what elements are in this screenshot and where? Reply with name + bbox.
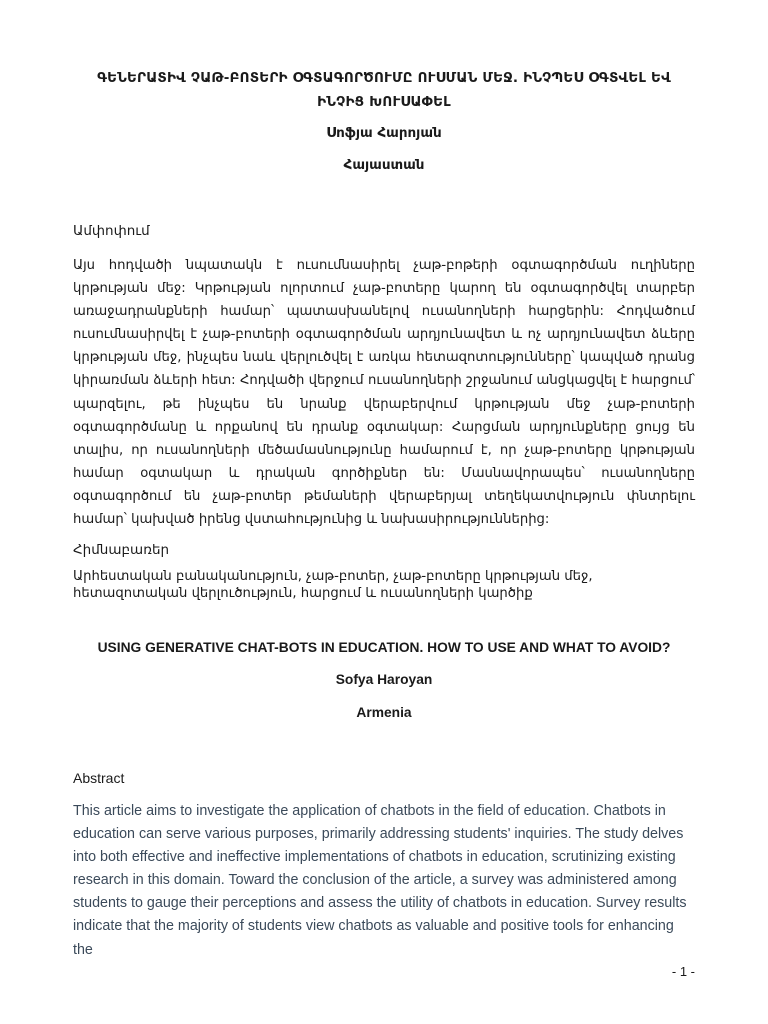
english-abstract-label: Abstract — [73, 770, 125, 786]
english-country: Armenia — [356, 705, 412, 720]
english-abstract-line: indicate that the majority of students view chatbots as valuable and positive tools for enhancing the — [73, 918, 674, 958]
armenian-keywords-text: Արհեստական բանականություն, չաթ-բոտեր, չաթ-բոտերը կրթության մեջ, հետազոտական վերլուծություն, հարցում և ուսանողների կարծիք — [73, 569, 593, 601]
armenian-country: Հայաստան — [343, 157, 425, 173]
english-abstract-line: education can serve various purposes, primarily addressing students' inquiries. The study delves — [73, 826, 684, 843]
page-number: - 1 - — [671, 964, 695, 979]
english-abstract-line: students to gauge their perceptions and assess the utility of chatbots in education. Survey results — [73, 895, 687, 912]
english-abstract-text — [73, 800, 695, 962]
english-abstract-line: research in this domain. Toward the conclusion of the article, a survey was administered among — [73, 872, 677, 889]
armenian-keywords-label: Հիմնաբառեր — [73, 542, 170, 558]
armenian-title: ԳԵՆԵՐԱՏԻՎ ՉԱԹ-ԲՈՏԵՐԻ ՕԳՏԱԳՈՐԾՈՒՄԸ ՈՒՍՄԱՆ ՄԵՋ. ԻՆՉՊԵՍ ՕԳՏՎԵԼ ԵՎ ԻՆՉԻՑ ԽՈՒՍԱՓԵԼ — [97, 70, 671, 110]
english-author: Sofya Haroyan — [335, 672, 433, 687]
english-abstract-line: into both effective and ineffective implementations of chatbots in education, scrutinizing existing — [73, 849, 676, 866]
armenian-author: Սոֆյա Հարոյան — [326, 125, 442, 141]
english-title: USING GENERATIVE CHAT-BOTS IN EDUCATION. HOW TO USE AND WHAT TO AVOID? — [97, 640, 671, 655]
armenian-abstract-text: Այս հոդվածի նպատակն է ուսումնասիրել չաթ-բոթերի օգտագործման ուղիները կրթության մեջ: Կրթության ոլորտում չաթ-բոտերը կարող են օգտագործվել տարբեր առաջադրանքների համար՝ պատասխանելով ուսանողների հարցերին: Հոդվածում ուսումնասիրվել է չաթ-բոտերի օգտագործման արդյունավետ և ոչ արդյունավետ ձևերը կրթության մեջ, ինչպես նաև վերլուծվել է առկա հետազոտությունները՝ կապված դրանց կիրառման ձևերի հետ: Հոդվածի վերջում ուսանողների շրջանում անցկացվել է հարցում՝ պարզելու, թե ինչպես են նրանք վերաբերվում կրթության մեջ չաթ-բոտերի օգտագործմանը և որքանով են դրանք օգտակար: Հարցման արդյունքները ցույց են տալիս, որ ուսանողների մեծամասնությունը համարում է, որ չաթ-բոտերը կրթության համար օգտակար և դրական գործիքներ են: Մասնավորապես՝ ուսանողները օգտագործում են չաթ-բոտեր թեմաների վերաբերյալ տեղեկատվություն փնտրելու համար՝ կախված իրենց վստահությունից և նախասիրություններից: — [73, 258, 695, 528]
armenian-abstract-label: Ամփոփում — [73, 223, 150, 239]
english-abstract-line: This article aims to investigate the application of chatbots in the field of education. Chatbots in — [73, 803, 666, 819]
